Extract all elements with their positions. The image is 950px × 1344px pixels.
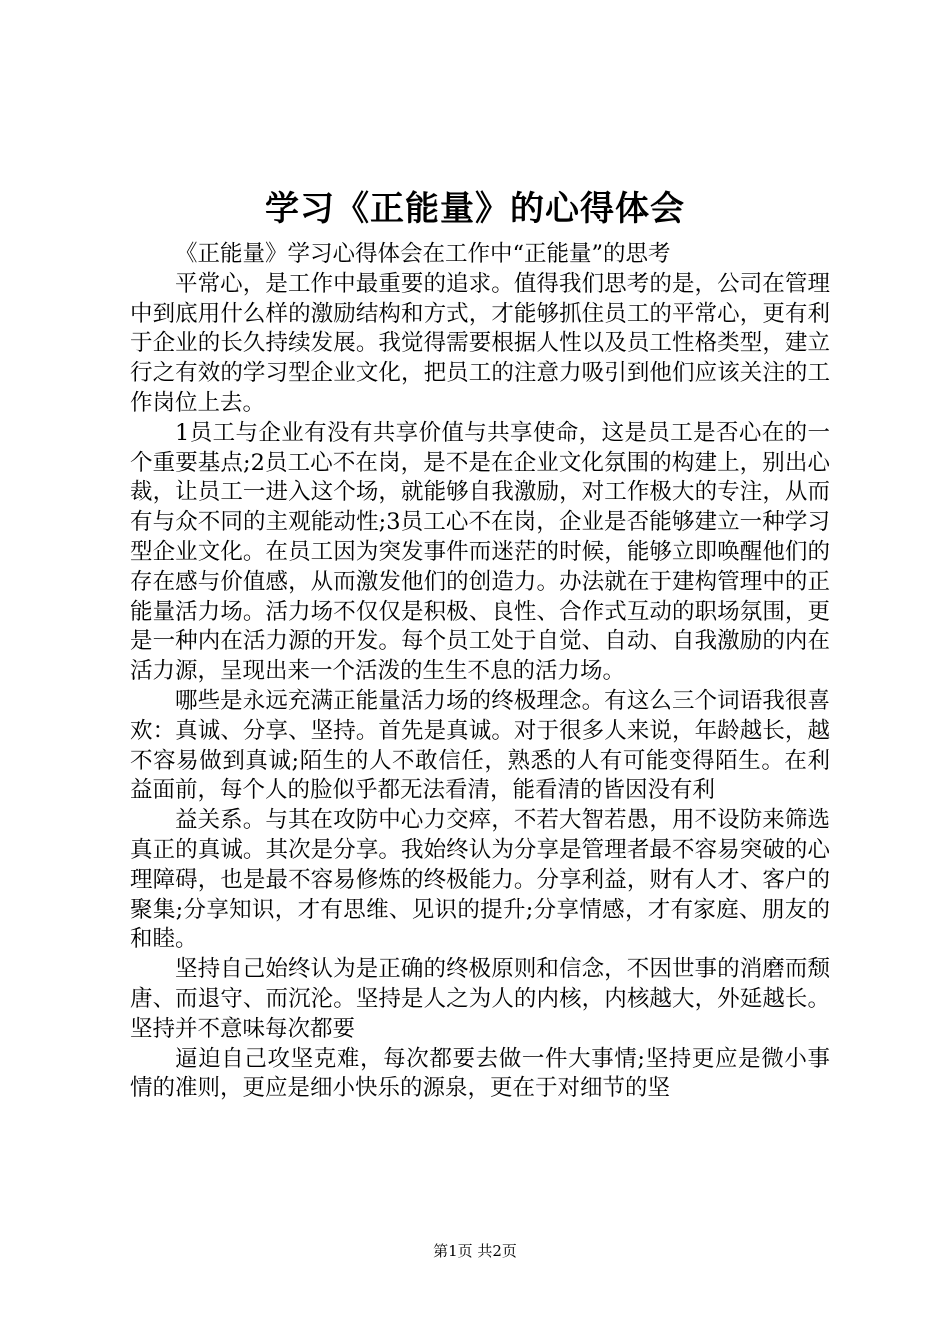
paragraph: 逼迫自己攻坚克难，每次都要去做一件大事情;坚持更应是微小事情的准则，更应是细小快乐的源泉，更在于对细节的坚	[130, 1045, 830, 1102]
paragraph: 坚持自己始终认为是正确的终极原则和信念，不因世事的消磨而颓唐、而退守、而沉沦。坚持是人之为人的内核，内核越大，外延越长。坚持并不意味每次都要	[130, 956, 830, 1042]
paragraph: 益关系。与其在攻防中心力交瘁，不若大智若愚，用不设防来筛选真正的真诚。其次是分享。我始终认为分享是管理者最不容易突破的心理障碍，也是最不容易修炼的终极能力。分享利益，财有人才、客户的聚集;分享知识，才有思维、见识的提升;分享情感，才有家庭、朋友的和睦。	[130, 807, 830, 953]
document-body	[130, 240, 830, 1104]
document-title: 学习《正能量》的心得体会	[265, 189, 685, 229]
paragraph: 平常心，是工作中最重要的追求。值得我们思考的是，公司在管理中到底用什么样的激励结构和方式，才能够抓住员工的平常心，更有利于企业的长久持续发展。我觉得需要根据人性以及员工性格类型，建立行之有效的学习型企业文化，把员工的注意力吸引到他们应该关注的工作岗位上去。	[130, 270, 830, 416]
page-footer: 第1页 共2页	[433, 1242, 517, 1260]
paragraph: 1员工与企业有没有共享价值与共享使命，这是员工是否心在的一个重要基点;2员工心不在岗，是不是在企业文化氛围的构建上，别出心裁，让员工一进入这个场，就能够自我激励，对工作极大的专注，从而有与众不同的主观能动性;3员工心不在岗，企业是否能够建立一种学习型企业文化。在员工因为突发事件而迷茫的时候，能够立即唤醒他们的存在感与价值感，从而激发他们的创造力。办法就在于建构管理中的正能量活力场。活力场不仅仅是积极、良性、合作式互动的职场氛围，更是一种内在活力源的开发。每个员工处于自觉、自动、自我激励的内在活力源，呈现出来一个活泼的生生不息的活力场。	[130, 419, 830, 685]
subtitle-paragraph: 《正能量》学习心得体会在工作中“正能量”的思考	[175, 241, 671, 267]
paragraph: 哪些是永远充满正能量活力场的终极理念。有这么三个词语我很喜欢：真诚、分享、坚持。首先是真诚。对于很多人来说，年龄越长，越不容易做到真诚;陌生的人不敢信任，熟悉的人有可能变得陌生。在利益面前，每个人的脸似乎都无法看清，能看清的皆因没有利	[130, 687, 830, 804]
